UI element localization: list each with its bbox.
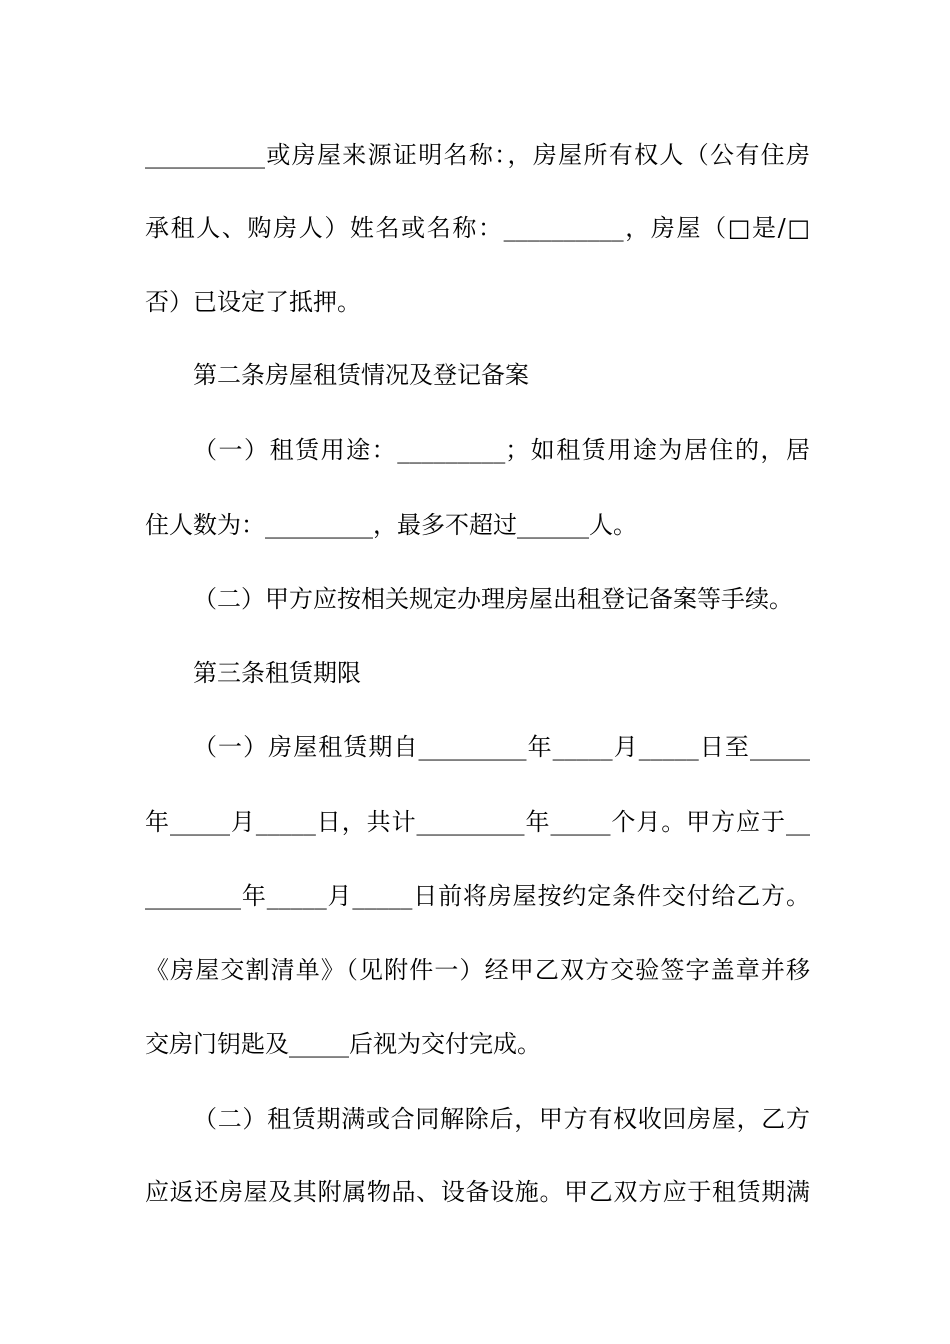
text-line-9: （一）房屋租赁期自_________年_____月_____日至_____	[193, 733, 810, 761]
article-3-heading: 第三条租赁期限	[193, 659, 361, 687]
text-line-10: 年_____月_____日，共计_________年_____个月。甲方应于__	[145, 808, 810, 836]
text-line-7: （二）甲方应按相关规定办理房屋出租登记备案等手续。	[193, 585, 793, 613]
text-line-3: 否）已设定了抵押。	[145, 288, 361, 316]
text-line-14: （二）租赁期满或合同解除后，甲方有权收回房屋，乙方	[193, 1105, 810, 1133]
text-line-11: ________年_____月_____日前将房屋按约定条件交付给乙方。	[145, 882, 810, 910]
text-line-2: 承租人、购房人）姓名或名称：__________，房屋（□是/□	[145, 214, 810, 242]
text-line-1: __________或房屋来源证明名称：，房屋所有权人（公有住房	[145, 141, 810, 169]
text-line-12: 《房屋交割清单》（见附件一）经甲乙双方交验签字盖章并移	[145, 956, 810, 984]
text-line-5: （一）租赁用途：_________；如租赁用途为居住的，居	[193, 436, 810, 464]
text-line-13: 交房门钥匙及_____后视为交付完成。	[145, 1030, 541, 1058]
article-2-heading: 第二条房屋租赁情况及登记备案	[193, 361, 529, 389]
text-line-15: 应返还房屋及其附属物品、设备设施。甲乙双方应于租赁期满	[145, 1178, 810, 1206]
text-line-6: 住人数为：_________，最多不超过______人。	[145, 511, 637, 539]
